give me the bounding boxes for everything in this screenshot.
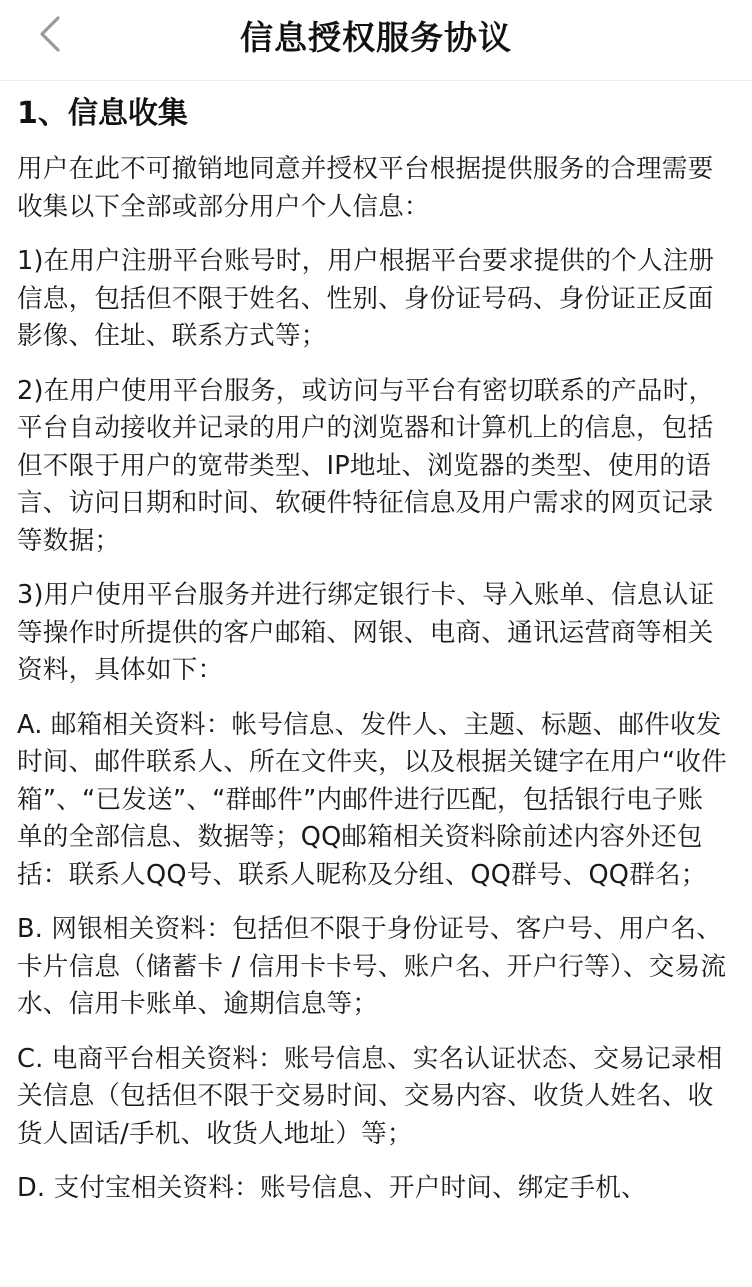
top-nav-bar <box>0 0 752 81</box>
page-title: 信息授权服务协议 <box>240 18 512 57</box>
agreement-content[interactable] <box>17 82 729 1287</box>
paragraph-item-a: A. 邮箱相关资料：帐号信息、发件人、主题、标题、邮件收发时间、邮件联系人、所在文件夹，以及根据关键字在用户“收件箱”、“已发送”、“群邮件”内邮件进行匹配，包括银行电子账单的全部信息、数据等；QQ邮箱相关资料除前述内容外还包括：联系人QQ号、联系人昵称及分组、QQ群号、QQ群名； <box>17 709 727 890</box>
paragraph-item-c: C. 电商平台相关资料：账号信息、实名认证状态、交易记录相关信息（包括但不限于交易时间、交易内容、收货人姓名、收货人固话/手机、收货人地址）等； <box>17 1043 723 1149</box>
paragraph-intro: 用户在此不可撤销地同意并授权平台根据提供服务的合理需要收集以下全部或部分用户个人信息： <box>17 154 714 222</box>
paragraph-item-1: 1)在用户注册平台账号时，用户根据平台要求提供的个人注册信息，包括但不限于姓名、性别、身份证号码、身份证正反面影像、住址、联系方式等； <box>17 246 715 351</box>
paragraph-item-d: D. 支付宝相关资料：账号信息、开户时间、绑定手机、 <box>17 1173 647 1203</box>
paragraph-item-b: B. 网银相关资料：包括但不限于身份证号、客户号、用户名、卡片信息（储蓄卡 / 信用卡卡号、账户名、开户行等）、交易流水、信用卡账单、逾期信息等； <box>17 914 727 1019</box>
paragraph-item-2: 2)在用户使用平台服务，或访问与平台有密切联系的产品时，平台自动接收并记录的用户的浏览器和计算机上的信息，包括但不限于用户的宽带类型、IP地址、浏览器的类型、使用的语言、访问日期和时间、软硬件特征信息及用户需求的网页记录等数据； <box>17 375 715 556</box>
section-heading: 1、信息收集 <box>17 96 188 131</box>
paragraph-item-3: 3)用户使用平台服务并进行绑定银行卡、导入账单、信息认证等操作时所提供的客户邮箱、网银、电商、通讯运营商等相关资料，具体如下： <box>17 580 715 685</box>
